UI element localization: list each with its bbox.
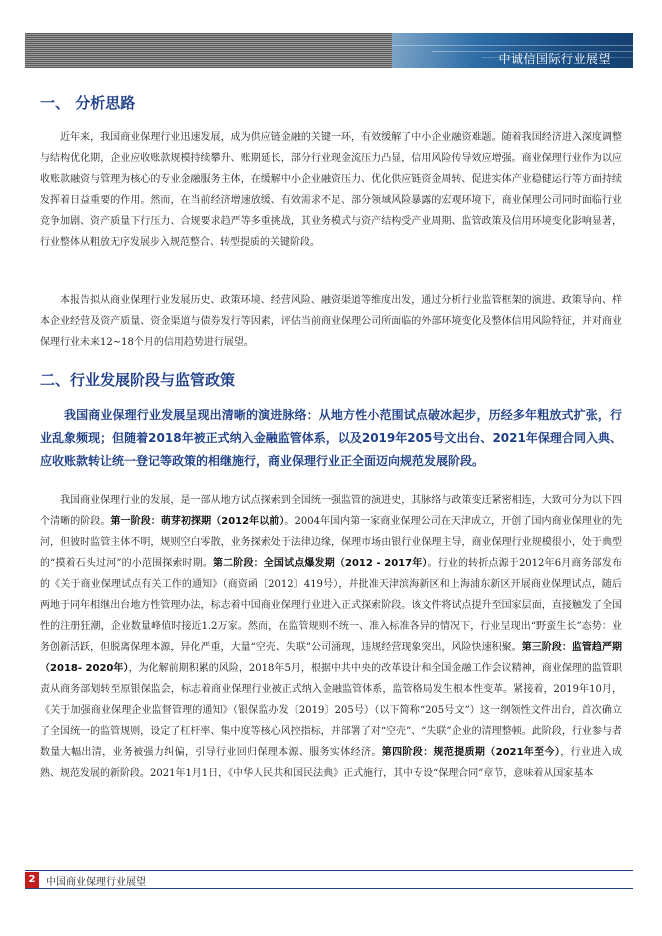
stage2-text: 。行业的转折点源于2012年6月商务部发布的《关于商业保理试点有关工作的通知》（商资函〔2012〕419号），并批准天津滨海新区和上海浦东新区开展商业保理试点，随后两地于同年相继出台地方性管理办法，标志着中国商业保理行业进入正式探索阶段。该文件将试点提升至国家层面，直接触发了全国性的注册狂潮，企业数量峰值时接近1.2万家。然而，在监管规则不统一、准入标准各异的情况下，行业呈现出“野蛮生长”态势：业务创新活跃，但脱离保理本源，异化严重，大量“空壳、失联”公司涌现，违规经营现象突出，风险快速积聚。 xyxy=(40,558,622,653)
stage3-text: ，为化解前期积累的风险，2018年5月，根据中共中央的改革设计和全国金融工作会议精神，商业保理的监管职责从商务部划转至原银保监会，标志着商业保理行业被正式纳入金融监管体系，监管格局发生根本性变革。紧接着，2019年10月，《关于加强商业保理企业监督管理的通知》（银保监办发〔2019〕205号）（以下简称“205号文”）这一纲领性文件出台，首次确立了全国统一的监管规则，设定了杠杆率、集中度等核心风控指标，并部署了对“空壳”、“失联”企业的清理整顿。此阶段，行业参与者数量大幅出清，业务被强力纠偏，引导行业回归保理本源、服务实体经济。 xyxy=(40,663,623,758)
footer-divider xyxy=(25,870,633,871)
header-decor-line xyxy=(392,45,633,46)
section-heading-development-stages: 二、行业发展阶段与监管政策 xyxy=(40,371,236,389)
stage3-label: 第三阶段：监管趋严期（2018- 2020年） xyxy=(40,642,622,674)
stage2-label: 第二阶段：全国试点爆发期（2012 - 2017年） xyxy=(213,558,428,569)
footer-bottom-divider xyxy=(25,888,633,889)
paragraph-report-scope: 本报告拟从商业保理行业发展历史、政策环境、经营风险、融资渠道等维度出发，通过分析行业监管框架的演进、政策导向、样本企业经营及资产质量、资金渠道与债券发行等因素，评估当前商业保理公司所面临的外部环境变化及整体信用风险特征，并对商业保理行业未来12~18个月的信用趋势进行展望。 xyxy=(40,295,622,348)
stage1-label: 第一阶段：萌芽初探期（2012年以前） xyxy=(110,516,285,527)
stage4-text: ，行业进入成熟、规范发展的新阶段。2021年1月1日，《中华人民共和国民法典》正式施行，其中专设“保理合同”章节，意味着从国家基本 xyxy=(40,747,623,779)
header-brand-block xyxy=(392,33,633,68)
page-number-badge: 2 xyxy=(25,872,39,888)
footer-title: 中国商业保理行业展望 xyxy=(46,877,146,888)
header-title: 中诚信国际行业展望 xyxy=(498,52,611,66)
stages-intro-text: 我国商业保理行业的发展，是一部从地方试点探索到全国统一强监管的演进史，其脉络与政策变迁紧密相连，大致可分为以下四个清晰的阶段。 xyxy=(40,495,622,527)
paragraph-intro: 近年来，我国商业保理行业迅速发展，成为供应链金融的关键一环，有效缓解了中小企业融资难题。随着我国经济进入深度调整与结构优化期，企业应收账款规模持续攀升、账期延长，部分行业现金流压力凸显，信用风险传导效应增强。商业保理行业作为以应收账款融资与管理为核心的专业金融服务主体，在缓解中小企业融资压力、优化供应链资金周转、促进实体产业稳健运行等方面持续发挥着日益重要的作用。然而，在当前经济增速放缓、有效需求不足、部分领域风险暴露的宏观环境下，商业保理公司同时面临行业竞争加剧、资产质量下行压力、合规要求趋严等多重挑战，其业务模式与资产结构受产业周期、监管政策及信用环境变化影响显著，行业整体从粗放无序发展步入规范整合、转型提质的关键阶段。 xyxy=(40,132,622,248)
paragraph-stages xyxy=(40,490,622,784)
lead-summary: 我国商业保理行业发展呈现出清晰的演进脉络：从地方性小范围试点破冰起步，历经多年粗放式扩张，行业乱象频现；但随着2018年被正式纳入金融监管体系，以及2019年205号文出台、2021年保理合同入典、应收账款转让统一登记等政策的相继施行，商业保理行业正全面迈向规范发展阶段。 xyxy=(40,408,622,468)
stage4-label: 第四阶段：规范提质期（2021年至今） xyxy=(381,747,561,758)
section-heading-analysis: 一、 分析思路 xyxy=(40,94,136,112)
stage1-text: 。2004年国内第一家商业保理公司在天津成立，开创了国内商业保理业的先河，但彼时监管主体不明，规则空白零散，业务探索处于法律边缘，保理市场由银行业保理主导，商业保理行业规模很小，处于典型的“摸着石头过河”的小范围探索时期。 xyxy=(40,516,622,569)
